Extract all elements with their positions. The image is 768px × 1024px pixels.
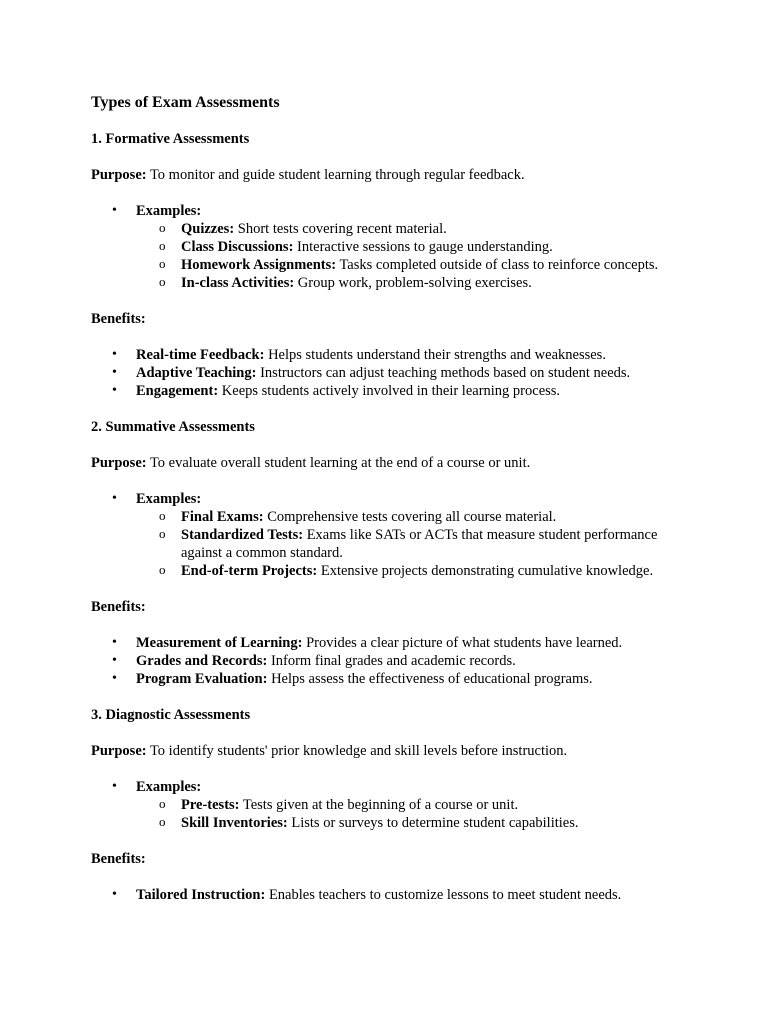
list-item <box>91 670 701 688</box>
list-item <box>91 490 701 580</box>
benefits-list <box>91 634 701 688</box>
purpose-label: Purpose: <box>91 743 147 759</box>
list-item <box>91 382 701 400</box>
benefits-label <box>91 850 701 868</box>
purpose-paragraph <box>91 742 701 760</box>
circle-bullet-icon: o <box>159 508 166 523</box>
example-term: Pre-tests: <box>181 797 240 813</box>
purpose-text: To evaluate overall student learning at the end of a course or unit. <box>146 455 531 471</box>
benefit-desc: Helps students understand their strengths and weaknesses. <box>264 347 606 363</box>
benefit-desc: Inform final grades and academic records. <box>267 653 516 669</box>
list-item <box>91 202 701 292</box>
list-item <box>91 778 701 832</box>
examples-sublist <box>136 220 701 292</box>
section-summative <box>91 418 701 688</box>
section-heading: 3. Diagnostic Assessments <box>91 707 251 723</box>
purpose-paragraph <box>91 166 701 184</box>
example-desc: Short tests covering recent material. <box>234 221 447 237</box>
list-item <box>91 886 701 904</box>
example-desc: Group work, problem-solving exercises. <box>294 275 532 291</box>
benefit-desc: Helps assess the effectiveness of educational programs. <box>267 671 593 687</box>
purpose-label: Purpose: <box>91 455 147 471</box>
list-item <box>91 652 701 670</box>
list-item <box>136 274 701 292</box>
bullet-icon: • <box>112 779 117 794</box>
section-heading: 1. Formative Assessments <box>91 131 250 147</box>
list-item <box>136 238 701 256</box>
bullet-icon: • <box>112 365 117 380</box>
example-desc: Lists or surveys to determine student capabilities. <box>287 815 579 831</box>
benefits-label-text: Benefits: <box>91 311 146 327</box>
bullet-icon: • <box>112 491 117 506</box>
example-term: Class Discussions: <box>181 239 294 255</box>
list-item <box>136 256 701 274</box>
example-term: Final Exams: <box>181 509 264 525</box>
benefit-desc: Instructors can adjust teaching methods based on student needs. <box>256 365 631 381</box>
list-item <box>91 634 701 652</box>
section-formative <box>91 130 701 400</box>
document-page <box>91 93 701 904</box>
examples-list <box>91 778 701 832</box>
circle-bullet-icon: o <box>159 814 166 829</box>
bullet-icon: • <box>112 347 117 362</box>
example-term: Homework Assignments: <box>181 257 337 273</box>
examples-label: Examples: <box>136 203 202 219</box>
examples-label: Examples: <box>136 779 202 795</box>
purpose-text: To identify students' prior knowledge and skill levels before instruction. <box>146 743 568 759</box>
benefits-label <box>91 310 701 328</box>
benefit-term: Program Evaluation: <box>136 671 268 687</box>
list-item <box>136 526 701 562</box>
list-item <box>91 346 701 364</box>
list-item <box>136 814 701 832</box>
list-item <box>91 364 701 382</box>
bullet-icon: • <box>112 635 117 650</box>
example-term: Quizzes: <box>181 221 235 237</box>
list-item <box>136 220 701 238</box>
examples-sublist <box>136 508 701 580</box>
examples-label: Examples: <box>136 491 202 507</box>
benefit-term: Tailored Instruction: <box>136 887 266 903</box>
circle-bullet-icon: o <box>159 562 166 577</box>
benefit-desc: Keeps students actively involved in their learning process. <box>218 383 561 399</box>
example-term: End-of-term Projects: <box>181 563 318 579</box>
examples-list <box>91 202 701 292</box>
benefit-term: Adaptive Teaching: <box>136 365 257 381</box>
purpose-label: Purpose: <box>91 167 147 183</box>
benefit-term: Measurement of Learning: <box>136 635 303 651</box>
purpose-paragraph <box>91 454 701 472</box>
benefit-term: Engagement: <box>136 383 219 399</box>
examples-list <box>91 490 701 580</box>
benefit-term: Grades and Records: <box>136 653 268 669</box>
benefit-desc: Provides a clear picture of what students have learned. <box>302 635 623 651</box>
section-diagnostic <box>91 706 701 904</box>
bullet-icon: • <box>112 203 117 218</box>
document-title: Types of Exam Assessments <box>91 94 280 111</box>
benefit-term: Real-time Feedback: <box>136 347 265 363</box>
benefits-label-text: Benefits: <box>91 599 146 615</box>
benefits-label-text: Benefits: <box>91 851 146 867</box>
section-heading: 2. Summative Assessments <box>91 419 255 435</box>
benefit-desc: Enables teachers to customize lessons to meet student needs. <box>265 887 622 903</box>
example-term: Standardized Tests: <box>181 527 304 543</box>
example-desc: Extensive projects demonstrating cumulative knowledge. <box>317 563 654 579</box>
circle-bullet-icon: o <box>159 274 166 289</box>
example-term: Skill Inventories: <box>181 815 288 831</box>
bullet-icon: • <box>112 671 117 686</box>
examples-sublist <box>136 796 701 832</box>
circle-bullet-icon: o <box>159 238 166 253</box>
example-desc: Tasks completed outside of class to reinforce concepts. <box>336 257 659 273</box>
circle-bullet-icon: o <box>159 256 166 271</box>
circle-bullet-icon: o <box>159 220 166 235</box>
bullet-icon: • <box>112 887 117 902</box>
circle-bullet-icon: o <box>159 796 166 811</box>
list-item <box>136 796 701 814</box>
example-desc: Interactive sessions to gauge understanding. <box>293 239 553 255</box>
benefits-list <box>91 346 701 400</box>
example-desc: Tests given at the beginning of a course or unit. <box>239 797 519 813</box>
circle-bullet-icon: o <box>159 526 166 541</box>
benefits-label <box>91 598 701 616</box>
bullet-icon: • <box>112 653 117 668</box>
example-desc: Exams like SATs or ACTs that measure student performance against a common standard. <box>181 527 658 561</box>
purpose-text: To monitor and guide student learning through regular feedback. <box>146 167 525 183</box>
bullet-icon: • <box>112 383 117 398</box>
example-desc: Comprehensive tests covering all course material. <box>263 509 557 525</box>
list-item <box>136 562 701 580</box>
benefits-list <box>91 886 701 904</box>
list-item <box>136 508 701 526</box>
example-term: In-class Activities: <box>181 275 295 291</box>
